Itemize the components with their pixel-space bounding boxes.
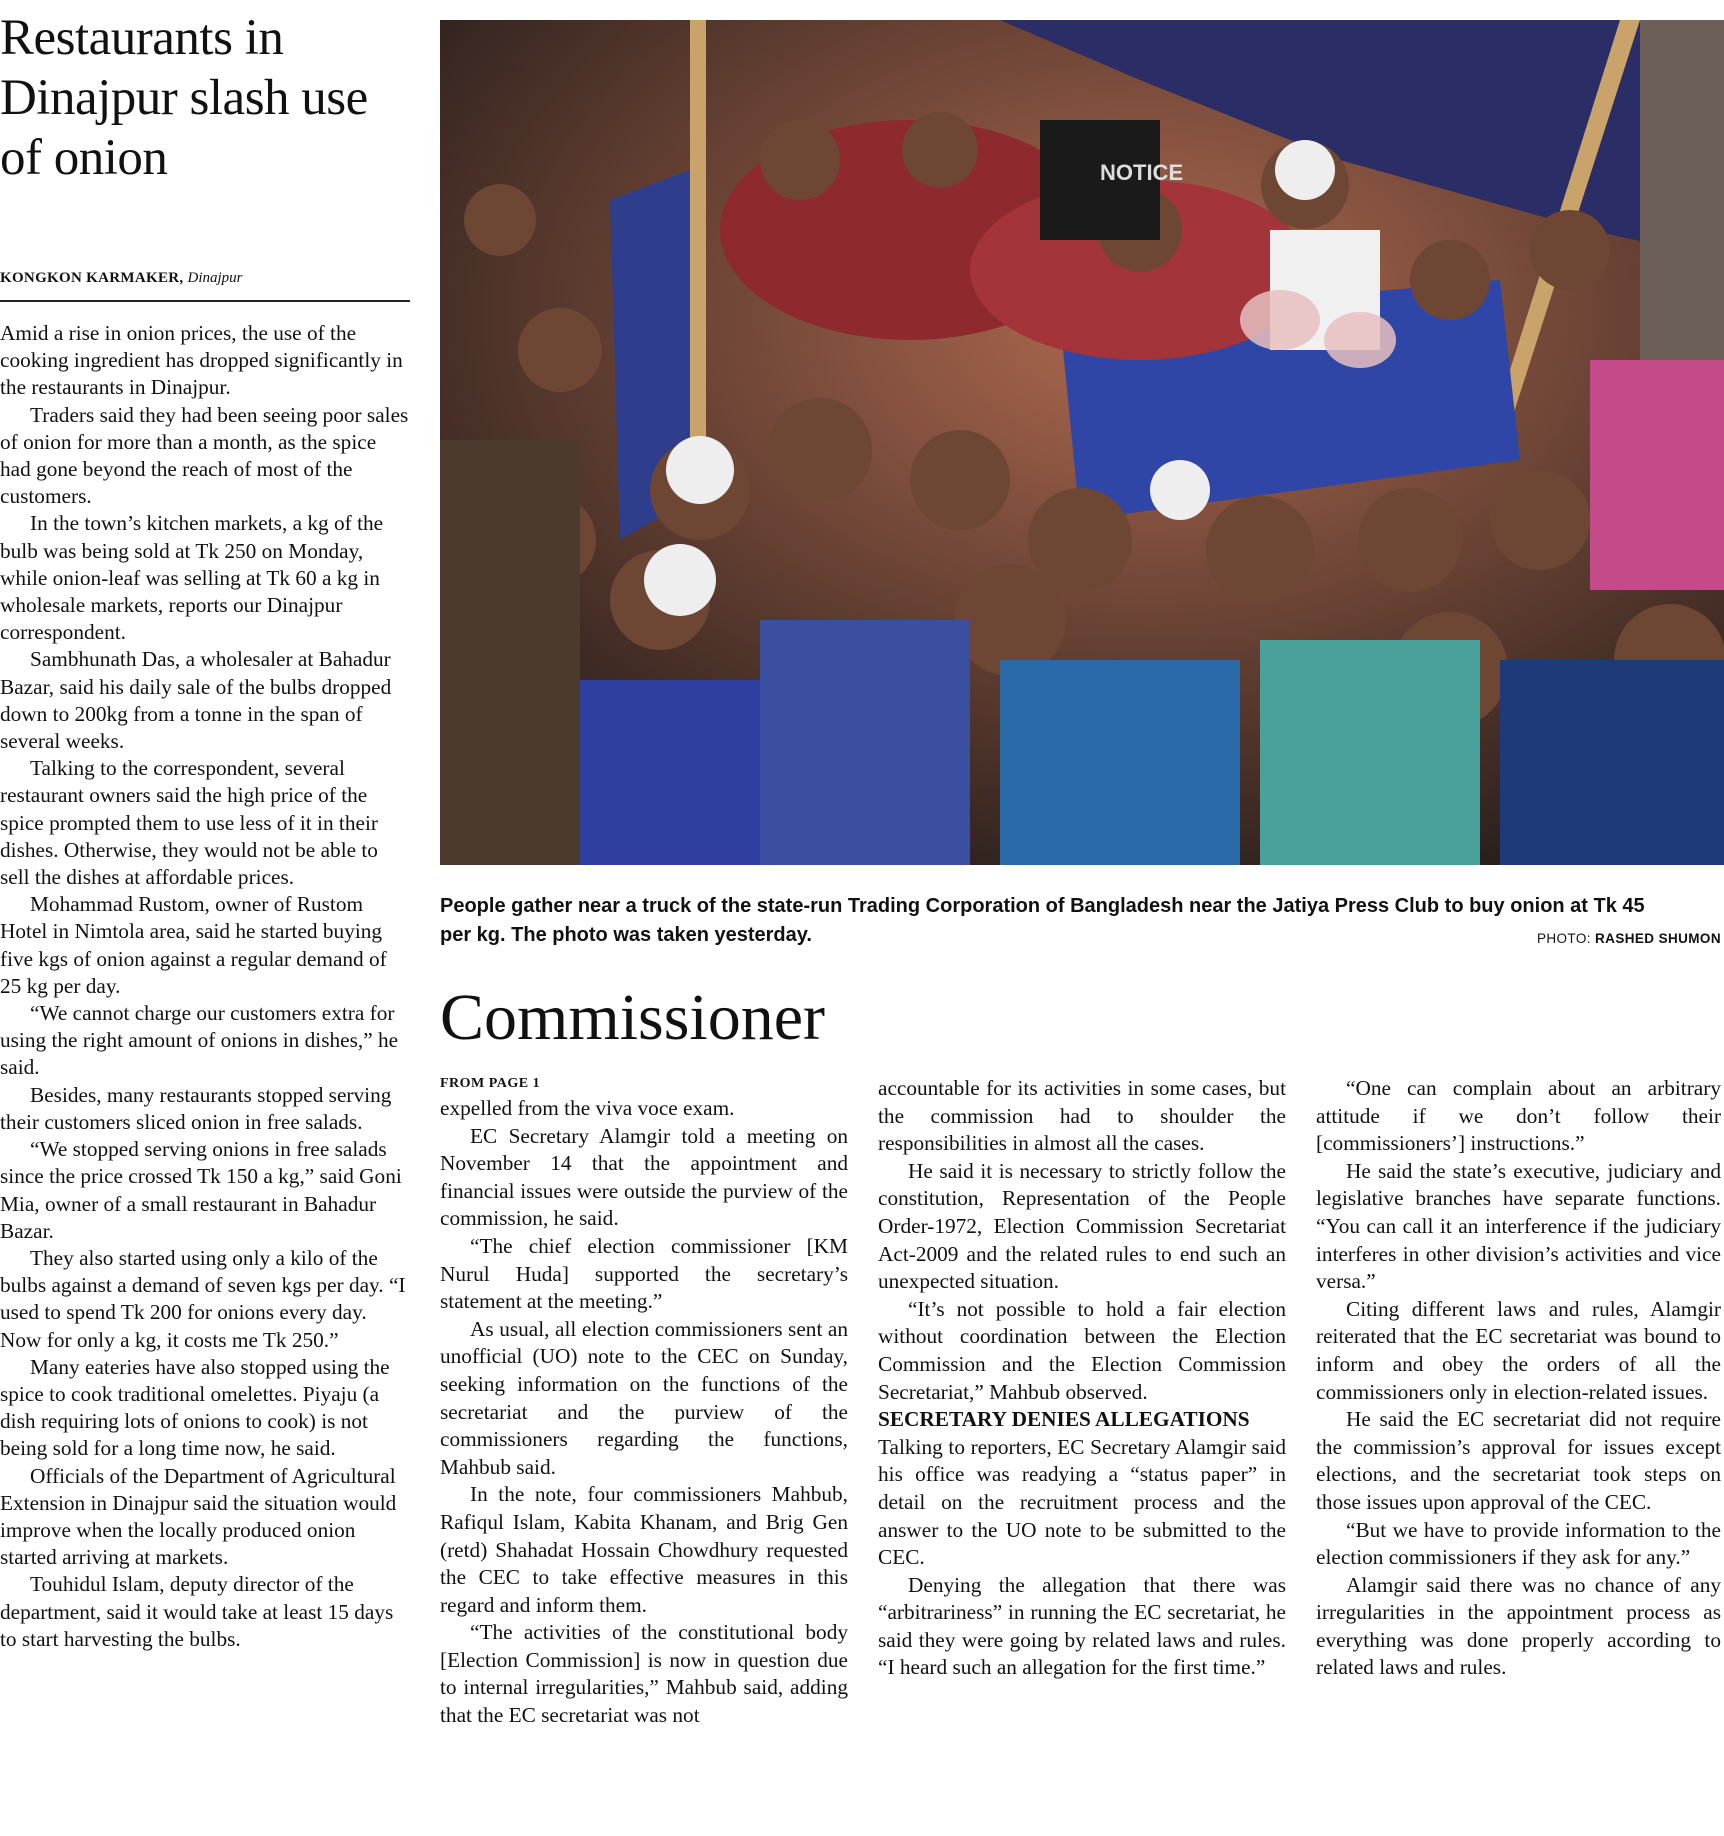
crowd-illustration: [440, 20, 1724, 865]
onion-bag: [1324, 312, 1396, 368]
story-paragraph: Denying the allegation that there was “arbitrariness” in running the EC secretariat, he said they were going by related laws and rules. “I heard such an allegation for the first time.”: [878, 1572, 1286, 1680]
photo-credit-label: PHOTO:: [1536, 931, 1596, 946]
prayer-cap: [666, 436, 734, 504]
news-photo: [440, 20, 1724, 865]
byline-divider: [0, 300, 410, 302]
prayer-cap: [1150, 460, 1210, 520]
commissioner-column-2: [878, 1075, 1286, 1682]
story-paragraph: In the note, four commissioners Mahbub, Rafiqul Islam, Kabita Khanam, and Brig Gen (retd) Shahadat Hossain Chowdhury requested the CEC to take effective measures in this regard and inform them.: [440, 1482, 848, 1617]
left-paragraph: Traders said they had been seeing poor sales of onion for more than a month, as the spice had gone beyond the reach of most of the customers.: [0, 402, 409, 509]
story-paragraph: He said the EC secretariat did not require the commission’s approval for issues except elections, and the secretariat took steps on those issues upon approval of the CEC.: [1316, 1407, 1721, 1514]
photographer-name: RASHED SHUMON: [1595, 931, 1721, 946]
photo-caption: People gather near a truck of the state-run Trading Corporation of Bangladesh near the Jatiya Press Club to buy onion at Tk 45 per kg. The photo was taken yesterday.: [440, 895, 1645, 946]
left-paragraph: In the town’s kitchen markets, a kg of the bulb was being sold at Tk 250 on Monday, while onion-leaf was selling at Tk 60 a kg in wholesale markets, reports our Dinajpur correspondent.: [0, 511, 384, 645]
subheading: SECRETARY DENIES ALLEGATIONS: [878, 1407, 1250, 1432]
story-paragraph: EC Secretary Alamgir told a meeting on November 14 that the appointment and financial issues were outside the purview of the commission, he said.: [440, 1123, 848, 1231]
commissioner-headline: Commissioner: [440, 981, 826, 1054]
left-paragraph: Many eateries have also stopped using the spice to cook traditional omelettes. Piyaju (a dish requiring lots of onions to cook) is not being sold for a long time now, he said.: [0, 1354, 390, 1461]
story-paragraph: “The activities of the constitutional body [Election Commission] is now in question due to internal irregularities,” Mahbub said, adding that the EC secretariat was not: [440, 1620, 848, 1728]
story-paragraph: Talking to reporters, EC Secretary Alamgir said his office was readying a “status paper” in detail on the recruitment process and the answer to the UO note to be submitted to the CEC.: [878, 1434, 1286, 1570]
photo-credit: [1476, 931, 1721, 946]
story-paragraph: As usual, all election commissioners sent an unofficial (UO) note to the CEC on Sunday, seeking information on the functions of the secretariat and the purview of the commissioners regarding the functions, Mahbub said.: [440, 1316, 848, 1479]
shirt-text: NOTICE: [1100, 160, 1184, 185]
jump-line: FROM PAGE 1: [440, 1076, 541, 1091]
left-paragraph: “We stopped serving onions in free salads since the price crossed Tk 150 a kg,” said Goni Mia, owner of a small restaurant in Bahadur Bazar.: [0, 1137, 402, 1243]
story-paragraph: He said the state’s executive, judiciary and legislative branches have separate functions. “You can call it an interference if the judiciary interferes in other division’s activities and vice versa.”: [1316, 1158, 1721, 1294]
story-paragraph: “But we have to provide information to the election commissioners if they ask for any.”: [1316, 1517, 1721, 1570]
left-paragraph: Sambhunath Das, a wholesaler at Bahadur Bazar, said his daily sale of the bulbs dropped down to 200kg from a tonne in the span of several weeks.: [0, 647, 392, 754]
prayer-cap: [644, 544, 716, 616]
left-paragraph: Touhidul Islam, deputy director of the department, said it would take at least 15 days to start harvesting the bulbs.: [0, 1572, 394, 1651]
byline-place: Dinajpur: [187, 270, 243, 286]
left-paragraph: Officials of the Department of Agricultural Extension in Dinajpur said the situation would improve when the locally produced onion started arriving at markets.: [0, 1463, 397, 1570]
byline-author: KONGKON KARMAKER,: [0, 270, 184, 286]
left-story-body: [0, 320, 410, 1653]
commissioner-column-3: [1316, 1075, 1721, 1682]
story-paragraph: Citing different laws and rules, Alamgir reiterated that the EC secretariat was bound to inform and obey the orders of all the commissioners only in election-related issues.: [1316, 1296, 1721, 1404]
onion-bag: [1240, 290, 1320, 350]
commissioner-column-1: [440, 1075, 848, 1730]
left-paragraph: Amid a rise in onion prices, the use of the cooking ingredient has dropped significantly in the restaurants in Dinajpur.: [0, 321, 403, 400]
story-paragraph: “One can complain about an arbitrary attitude if we don’t follow their [commissioners’] instructions.”: [1316, 1076, 1721, 1156]
left-paragraph: “We cannot charge our customers extra for using the right amount of onions in dishes,” he said.: [0, 1001, 399, 1080]
story-paragraph: accountable for its activities in some cases, but the commission had to shoulder the responsibilities in almost all the cases.: [878, 1076, 1286, 1156]
story-paragraph: “It’s not possible to hold a fair election without coordination between the Election Commission and the Election Commission Secretariat,” Mahbub observed.: [878, 1296, 1286, 1404]
prayer-cap: [1275, 140, 1335, 200]
left-story-headline: Restaurants in Dinajpur slash use of onion: [0, 10, 368, 186]
left-paragraph: Besides, many restaurants stopped serving their customers sliced onion in free salads.: [0, 1082, 392, 1134]
left-paragraph: Talking to the correspondent, several restaurant owners said the high price of the spice prompted them to use less of it in their dishes. Otherwise, they would not be able to sell the dishes at affordable prices.: [0, 756, 378, 890]
story-paragraph: “The chief election commissioner [KM Nurul Huda] supported the secretary’s statement at the meeting.”: [440, 1233, 848, 1314]
left-paragraph: They also started using only a kilo of the bulbs against a demand of seven kgs per day. “I used to spend Tk 200 for onions every day. Now for only a kg, it costs me Tk 250.”: [0, 1245, 406, 1352]
left-story-byline: [0, 270, 410, 287]
wall: [1640, 20, 1724, 380]
left-paragraph: Mohammad Rustom, owner of Rustom Hotel in Nimtola area, said he started buying five kgs of onion against a regular demand of 25 kg per day.: [0, 892, 387, 998]
story-paragraph: expelled from the viva voce exam.: [440, 1096, 735, 1120]
bamboo-pole: [690, 20, 706, 460]
story-paragraph: Alamgir said there was no chance of any irregularities in the appointment process as everything was done properly according to related laws and rules.: [1316, 1572, 1721, 1680]
story-paragraph: He said it is necessary to strictly follow the constitution, Representation of the People Order-1972, Election Commission Secretariat Act-2009 and the related rules to end such an unexpected situation.: [878, 1158, 1286, 1294]
